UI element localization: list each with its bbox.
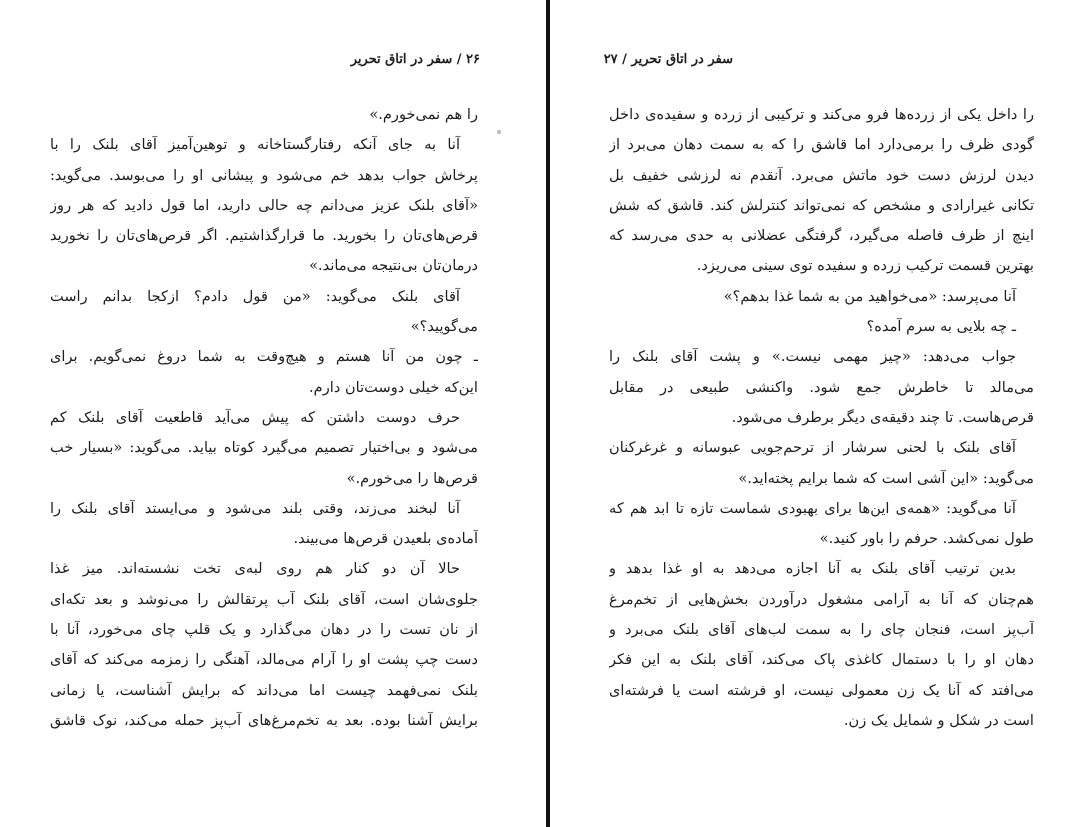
text-line: اینچ از ظرف فاصله می‌گیرد، گرفتگی عضلانی به حدی می‌رسد که (609, 227, 1034, 245)
text-line: «آقای بلنک عزیز می‌دانم چه حالی دارید، اما قول دادید که هر روز (50, 196, 478, 214)
text-line: است در شکل و شمایل یک زن. (843, 711, 1034, 729)
text-line: حالا آن دو کنار هم روی لبه‌ی تخت نشسته‌اند. میز غذا (50, 560, 460, 578)
text-line: بلنک نمی‌فهمد چیست اما می‌داند که برایش آشناست، یا زمانی (50, 681, 478, 699)
text-line: دهان او را با دستمال کاغذی پاک می‌کند، آقای بلنک به این فکر (609, 651, 1034, 669)
text-line: را داخل یکی از زرده‌ها فرو می‌کند و ترکیبی از زرده و سفیده‌ی داخل (609, 106, 1034, 123)
right-page-header: سفر در اتاق تحریر / ۲۷ (603, 52, 733, 67)
text-line: می‌گویید؟» (410, 318, 478, 336)
left-page-body (50, 100, 478, 736)
text-line: حرف دوست داشتن که پیش می‌آید قاطعیت آقای بلنک کم (50, 408, 460, 426)
text-line: از نان تست را در دهان می‌گذارد و یک قلپ چای می‌خورد، آنا با (50, 621, 478, 639)
text-line: بدین ترتیب آقای بلنک به آنا اجازه می‌دهد به او غذا بدهد و (609, 560, 1016, 578)
right-page (551, 0, 1089, 827)
text-line: دست چپ پشت او را آرام می‌مالد، آهنگی را زمزمه می‌کند که آقای (50, 651, 478, 669)
text-line: قرص‌ها را می‌خورم.» (346, 469, 478, 487)
text-line: طول نمی‌کشد. حرفم را باور کنید.» (819, 530, 1034, 548)
text-line: هم‌چنان که آنا به آرامی مشغول درآوردن بخش‌هایی از تخم‌مرغ (609, 590, 1034, 608)
text-line: این‌که خیلی دوست‌تان دارم. (309, 378, 478, 396)
text-line: آماده‌ی بلعیدن قرص‌ها می‌بیند. (293, 530, 478, 548)
text-line: می‌افتد که آنا یک زن معمولی نیست، او فرشته است یا فرشته‌ای (609, 681, 1034, 699)
text-line: تکانی غیرارادی و مشخص که نمی‌تواند کنترلش کند. قاشق که شش (609, 196, 1034, 214)
text-line: آنا به جای آنکه رفتارگستاخانه و توهین‌آمیز آقای بلنک را با (50, 136, 460, 154)
text-line: آنا لبخند می‌زند، وقتی بلند می‌شود و می‌ایستد آقای بلنک را (50, 499, 460, 517)
text-line: ـ چون من آنا هستم و هیچ‌وقت به شما دروغ نمی‌گویم. برای (50, 348, 478, 366)
text-line: قرص‌هاست. تا چند دقیقه‌ی دیگر برطرف می‌شود. (731, 408, 1034, 426)
text-line: می‌شود و بی‌اختیار تصمیم می‌گیرد کوتاه بیاید. می‌گوید: «بسیار خب (50, 439, 478, 457)
text-line: آب‌پز است، فنجان چای را به سمت لب‌های آقای بلنک می‌برد و (609, 621, 1034, 639)
text-line: بهترین قسمت ترکیب زرده و سفیده توی سینی می‌ریزد. (696, 257, 1034, 275)
text-line: آنا می‌پرسد: «می‌خواهید من به شما غذا بدهم؟» (723, 287, 1016, 305)
margin-mark (497, 130, 501, 134)
text-line: آقای بلنک با لحنی سرشار از ترحم‌جویی عبوسانه و غرغرکنان (609, 439, 1016, 457)
left-page-header: ۲۶ / سفر در اتاق تحریر (350, 52, 480, 67)
text-line: گودی ظرف را برمی‌دارد اما قاشق را که به سمت دهان می‌برد از (609, 136, 1034, 154)
text-line: دیدن لرزش دست خود ماتش می‌برد. آنقدم نه لرزشی خفیف بل (609, 166, 1034, 184)
text-line: پرخاش جواب بدهد خم می‌شود و پیشانی او را می‌بوسد. می‌گوید: (50, 166, 478, 184)
text-line: آقای بلنک می‌گوید: «من قول دادم؟ ازکجا بدانم راست (50, 287, 460, 305)
text-line: برایش آشنا بوده. بعد به تخم‌مرغ‌های آب‌پز حمله می‌کند، نوک قاشق (50, 711, 478, 729)
text-line: می‌مالد تا خاطرش جمع شود. واکنشی طبیعی در مقابل (609, 378, 1034, 396)
text-line: درمان‌تان بی‌نتیجه می‌ماند.» (309, 257, 478, 275)
text-line: می‌گوید: «این آشی است که شما برایم پخته‌اید.» (738, 469, 1034, 487)
text-line: قرص‌های‌تان را بخورید. ما قرارگذاشتیم. اگر قرص‌های‌تان را نخورید (50, 227, 478, 245)
book-spine (546, 0, 550, 827)
text-line: جلوی‌شان است، آقای بلنک آب پرتقالش را می‌نوشد و بعد تکه‌ای (50, 590, 478, 608)
text-line: جواب می‌دهد: «چیز مهمی نیست.» و پشت آقای بلنک را (609, 348, 1016, 366)
text-line: ـ چه بلایی به سرم آمده؟ (866, 318, 1016, 336)
right-page-body (609, 100, 1034, 736)
text-line: آنا می‌گوید: «همه‌ی این‌ها برای بهبودی شماست تازه تا ابد هم که (609, 499, 1016, 517)
text-line: را هم نمی‌خورم.» (369, 106, 478, 123)
